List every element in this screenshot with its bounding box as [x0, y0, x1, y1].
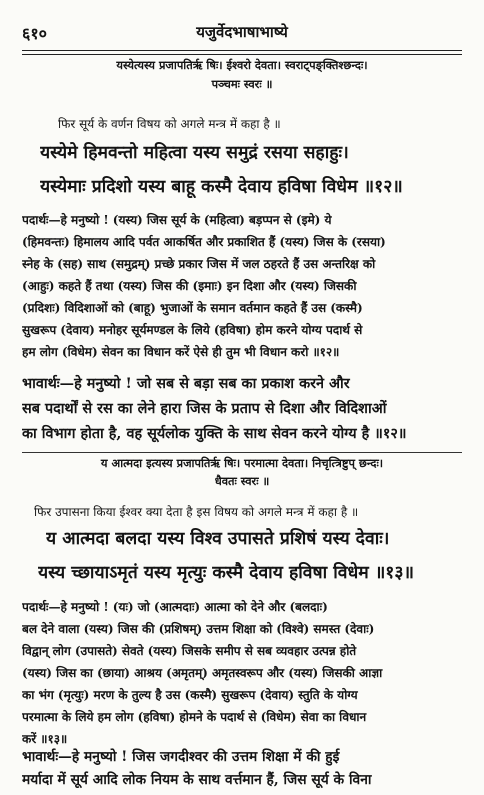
padartha-line: पदार्थः—हे मनुष्यो ! (यः) जो (आत्मदाः) आत्मा को देने और (बलदाः)	[22, 600, 328, 614]
padartha-line: (यस्य) जिस का (छाया) आश्रय (अमृतम्) अमृतस्वरूप और (यस्य) जिसकी आज्ञा	[22, 666, 383, 680]
mantra-13-line-1: य आत्मदा बलदा यस्य विश्व उपासते प्रशिषं यस्य देवाः।	[46, 529, 390, 549]
padartha-line: परमात्मा के लिये हम लोग (हविषा) होमने के पदार्थ से (विधेम) सेवा का विधान	[22, 710, 367, 724]
bhavartha-line: सब पदार्थों से रस का लेने हारा जिस के प्रताप से दिशा और विदिशाओं	[22, 400, 387, 417]
page-number: ६१०	[22, 24, 47, 43]
padartha-line: स्नेह के (सह) साथ (समुद्रम्) प्रच्छे प्रकार जिस में जल ठहरते हैं उस अन्तरिक्ष को	[22, 257, 376, 271]
padartha-line: करें ॥१३॥	[22, 732, 68, 746]
mantra-12-svara: पञ्चमः स्वरः ॥	[211, 77, 273, 91]
bhavartha-line: मर्यादा में सूर्य आदि लोक नियम के साथ वर्त्तमान हैं, जिस सूर्य के विना	[22, 772, 372, 788]
bhavartha-line: भावार्थः—हे मनुष्यो ! जिस जगदीश्वर की उत्तम शिक्षा में की हुई	[22, 749, 340, 765]
padartha-line: (प्रदिशः) विदिशाओं को (बाहू) भुजाओं के समान वर्तमान कहते हैं उस (कस्मै)	[22, 301, 363, 315]
mantra-13-rishi-devata: य आत्मदा इत्यस्य प्रजापतिर्ऋ षिः। परमात्मा देवता। निचृत्त्रिष्टुप् छन्दः।	[100, 456, 384, 470]
padartha-line: का भंग (मृत्युः) मरण के तुल्य है उस (कस्मै) सुखरूप (देवाय) स्तुति के योग्य	[22, 688, 358, 702]
padartha-line: हम लोग (विधेम) सेवन का विधान करें ऐसे ही तुम भी विधान करो ॥१२॥	[22, 345, 340, 359]
mantra-12-rishi-devata: यस्येत्यस्य प्रजापतिर्ऋ षिः। ईश्वरो देवता। स्वराट्पङ्क्तिश्छन्दः।	[116, 58, 368, 72]
header-rule	[22, 50, 462, 55]
padartha-line: पदार्थः—हे मनुष्यो ! (यस्य) जिस सूर्य के (महित्वा) बड़प्पन से (इमे) ये	[22, 213, 332, 227]
padartha-line: विद्वान् लोग (उपासते) सेवते (यस्य) जिसके समीप से सब व्यवहार उत्पन्न होते	[22, 644, 357, 658]
mantra-12-line-1: यस्येमे हिमवन्तो महित्वा यस्य समुद्रं रसया सहाहुः।	[40, 143, 349, 163]
mantra-13-line-2: यस्य च्छायाऽमृतं यस्य मृत्युः कस्मै देवाय हविषा विधेम ॥१३॥	[38, 563, 414, 583]
page-header	[22, 22, 462, 46]
mantra-12-line-2: यस्येमाः प्रदिशो यस्य बाहू कस्मै देवाय हविषा विधेम ॥१२॥	[40, 177, 403, 197]
mantra-13-svara: धैवतः स्वरः ॥	[214, 474, 270, 488]
bhavartha-line: का विभाग होता है, वह सूर्यलोक युक्ति के साथ सेवन करने योग्य है ॥१२॥	[22, 425, 407, 442]
padartha-line: सुखरूप (देवाय) मनोहर सूर्यमण्डल के लिये (हविषा) होम करने योग्य पदार्थ से	[22, 323, 363, 337]
padartha-line: (आहुः) कहते हैं तथा (यस्य) जिस की (इमाः) इन दिशा और (यस्य) जिसकी	[22, 279, 357, 293]
section-divider	[22, 452, 462, 453]
padartha-line: बल देने वाला (यस्य) जिस की (प्रशिषम्) उत्तम शिक्षा को (विश्वे) समस्त (देवाः)	[22, 622, 375, 636]
running-title: यजुर्वेदभाषाभाष्ये	[196, 23, 288, 41]
bhavartha-line: भावार्थः—हे मनुष्यो ! जो सब से बड़ा सब का प्रकाश करने और	[22, 375, 350, 392]
mantra-12-intro: फिर सूर्य के वर्णन विषय को अगले मन्त्र में कहा है ॥	[58, 117, 281, 131]
mantra-13-intro: फिर उपासना किया ईश्वर क्या देता है इस विषय को अगले मन्त्र में कहा है ॥	[34, 505, 359, 519]
padartha-line: (हिमवन्तः) हिमालय आदि पर्वत आकर्षित और प्रकाशित हैं (यस्य) जिस के (रसया)	[22, 235, 386, 249]
